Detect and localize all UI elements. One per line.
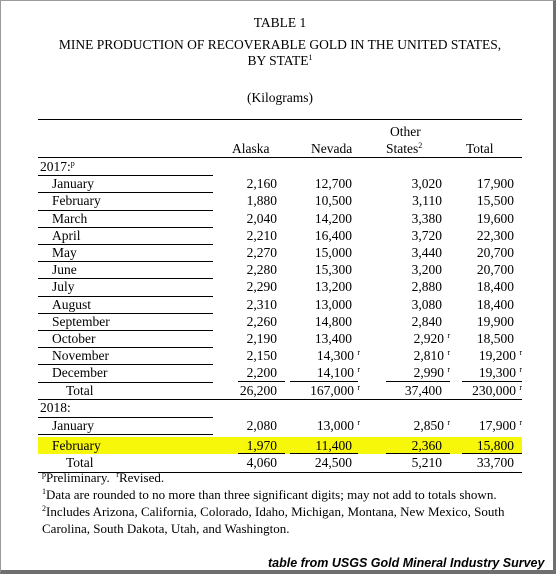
cell-total: 17,900 $^r$ xyxy=(478,418,522,433)
cell-nevada: 24,500 xyxy=(314,455,352,471)
cell-other: 2,360 xyxy=(411,438,442,454)
cell-other: 3,020 xyxy=(411,176,442,192)
section-2017 xyxy=(38,158,522,175)
table-row xyxy=(38,417,522,434)
cell-nevada: 13,000 xyxy=(314,296,352,312)
cell-nevada: 11,400 xyxy=(315,438,352,454)
cell-alaska: 2,290 xyxy=(246,279,277,295)
table-number: TABLE 1 xyxy=(253,15,307,30)
col-header-total: Total xyxy=(466,141,494,156)
footnote-preliminary-revised: $^p$Preliminary. $^r$Revised. xyxy=(42,470,165,485)
table-title-line1: MINE PRODUCTION OF RECOVERABLE GOLD IN THE UNITED STATES, xyxy=(58,37,502,52)
cell-nevada: 14,800 xyxy=(314,313,352,329)
row-rule xyxy=(38,434,213,435)
cell-alaska: 26,200 xyxy=(239,382,277,398)
section-2018 xyxy=(38,399,522,416)
row-label: July xyxy=(52,279,75,295)
cell-other: 3,720 xyxy=(411,227,442,243)
row-label: October xyxy=(52,331,96,346)
cell-alaska: 2,270 xyxy=(246,245,277,260)
cell-other: 2,840 xyxy=(411,313,442,329)
table-row xyxy=(38,192,522,209)
cell-total: 19,300 $^r$ xyxy=(478,365,522,381)
cell-total: 18,400 xyxy=(476,279,514,295)
table-row xyxy=(38,261,522,278)
cell-total: 19,900 xyxy=(476,313,514,329)
cell-total: 19,200 $^r$ xyxy=(478,348,522,364)
cell-alaska: 4,060 xyxy=(246,455,277,471)
table-row xyxy=(38,330,522,347)
section-label: 2018: xyxy=(40,399,71,415)
source-caption: table from USGS Gold Mineral Industry Survey xyxy=(268,556,545,570)
cell-other: 5,210 xyxy=(411,455,442,471)
col-header-alaska: Alaska xyxy=(232,141,270,156)
col-header-other-line2: States$^2$ xyxy=(386,141,423,156)
cell-total: 20,700 xyxy=(476,262,514,278)
cell-total: 33,700 xyxy=(476,455,514,471)
cell-total: 15,500 xyxy=(476,193,514,209)
table-row xyxy=(38,210,522,227)
cell-alaska: 1,880 xyxy=(246,193,277,209)
cell-nevada: 13,200 xyxy=(314,279,352,295)
col-header-nevada: Nevada xyxy=(311,141,353,156)
cell-alaska: 2,080 xyxy=(246,418,277,433)
table-units: (Kilograms) xyxy=(247,90,313,105)
cell-nevada: 15,000 xyxy=(314,245,352,260)
cell-other: 2,920 $^r$ xyxy=(413,331,450,346)
cell-other: 3,200 xyxy=(411,262,442,278)
cell-other: 2,880 xyxy=(411,279,442,295)
cell-other: 37,400 xyxy=(404,382,442,398)
cell-nevada: 13,000 $^r$ xyxy=(316,418,360,433)
cell-alaska: 2,260 xyxy=(246,313,277,329)
cell-other: 3,080 xyxy=(411,296,442,312)
table-row xyxy=(38,364,522,381)
footnote-ref-1: 1 xyxy=(308,53,313,62)
row-label: Total xyxy=(66,455,94,471)
cell-total: 18,400 xyxy=(476,296,514,312)
cell-total: 230,000 $^r$ xyxy=(472,382,522,398)
row-label: November xyxy=(52,348,109,364)
table-row xyxy=(38,244,522,261)
cell-total: 22,300 xyxy=(476,227,514,243)
cell-total: 15,800 xyxy=(476,438,514,454)
row-label: February xyxy=(52,438,101,454)
cell-total: 17,900 xyxy=(476,176,514,192)
cell-other: 2,990 $^r$ xyxy=(413,365,450,381)
row-label: February xyxy=(52,193,101,209)
header-top-rule xyxy=(38,119,522,120)
footnote-1: $^1$Data are rounded to no more than three significant digits; may not add to totals shown. xyxy=(42,487,497,502)
cell-other: 2,850 $^r$ xyxy=(413,418,450,433)
cell-nevada: 10,500 xyxy=(314,193,352,209)
row-label: May xyxy=(52,245,77,260)
cell-nevada: 14,300 $^r$ xyxy=(316,348,360,364)
table-row xyxy=(38,313,522,330)
row-label: January xyxy=(52,418,94,433)
cell-alaska: 2,190 xyxy=(246,331,277,346)
cell-alaska: 2,280 xyxy=(246,262,277,278)
cell-other: 2,810 $^r$ xyxy=(413,348,450,364)
cell-nevada: 15,300 xyxy=(314,262,352,278)
cell-nevada: 167,000 $^r$ xyxy=(310,382,360,398)
row-label: Total xyxy=(66,382,94,398)
cell-nevada: 12,700 xyxy=(314,176,352,192)
cell-other: 3,380 xyxy=(411,210,442,226)
cell-other: 3,440 xyxy=(411,245,442,260)
row-label: September xyxy=(52,313,110,329)
cell-nevada: 16,400 xyxy=(314,227,352,243)
table-row xyxy=(38,227,522,244)
table-row xyxy=(38,347,522,364)
cell-alaska: 2,160 xyxy=(246,176,277,192)
cell-other: 3,110 xyxy=(412,193,442,209)
table-row-highlighted xyxy=(38,437,522,454)
table-row-total-2017 xyxy=(38,382,522,399)
row-label: January xyxy=(52,176,94,192)
cell-nevada: 13,400 xyxy=(314,331,352,346)
table-row xyxy=(38,278,522,295)
cell-nevada: 14,100 $^r$ xyxy=(316,365,360,381)
cell-alaska: 1,970 xyxy=(246,438,277,454)
cell-total: 18,500 xyxy=(476,331,514,346)
cell-alaska: 2,040 xyxy=(246,210,277,226)
table-title-line2: BY STATE$^1$ xyxy=(247,53,313,68)
cell-nevada: 14,200 xyxy=(314,210,352,226)
row-label: August xyxy=(52,296,92,312)
table-row xyxy=(38,296,522,313)
cell-alaska: 2,200 xyxy=(246,365,277,381)
cell-total: 19,600 xyxy=(476,210,514,226)
row-label: April xyxy=(52,227,81,243)
cell-alaska: 2,210 xyxy=(246,227,277,243)
cell-alaska: 2,150 xyxy=(246,348,277,364)
section-label: 2017:$^p$ xyxy=(40,159,75,174)
row-label: June xyxy=(52,262,77,278)
col-header-other-line1: Other xyxy=(390,124,421,139)
row-label: December xyxy=(52,365,108,381)
table-row xyxy=(38,175,522,192)
footnote-2: $^2$Includes Arizona, California, Colorado, Idaho, Michigan, Montana, New Mexico, South Carolina, South Dakota, Utah, and Washington. xyxy=(42,504,505,536)
cell-total: 20,700 xyxy=(476,245,514,260)
row-label: March xyxy=(52,210,88,226)
cell-alaska: 2,310 xyxy=(246,296,277,312)
